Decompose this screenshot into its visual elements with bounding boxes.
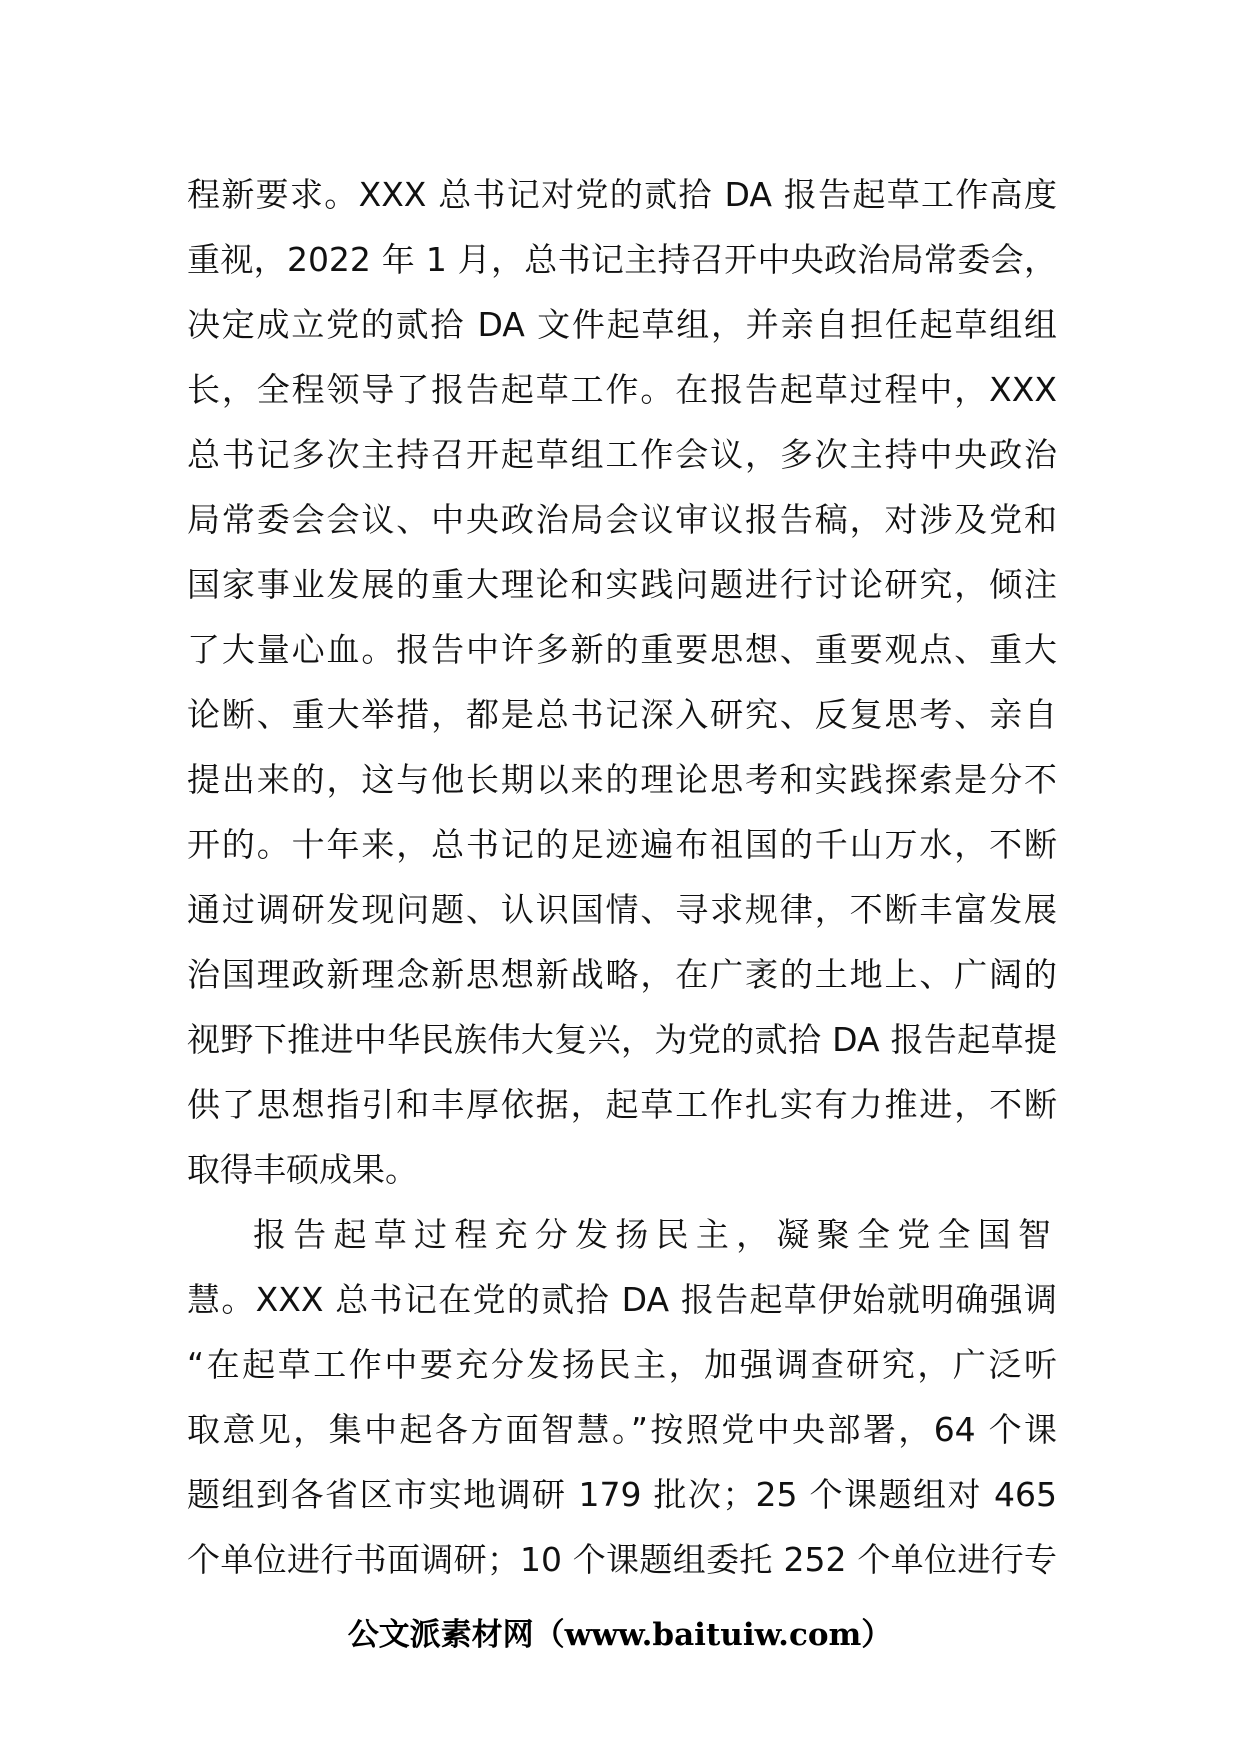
text-line: 通过调研发现问题、认识国情、寻求规律，不断丰富发展	[187, 890, 1057, 929]
text-line: 程新要求。XXX 总书记对党的贰拾 DA 报告起草工作高度	[187, 175, 1057, 214]
text-line: 视野下推进中华民族伟大复兴，为党的贰拾 DA 报告起草提	[187, 1020, 1057, 1059]
text-line: 了大量心血。报告中许多新的重要思想、重要观点、重大	[187, 630, 1057, 669]
text-line: 题组到各省区市实地调研 179 批次；25 个课题组对 465	[187, 1475, 1057, 1514]
text-line: 报告起草过程充分发扬民主，凝聚全党全国智	[253, 1215, 1057, 1254]
text-line: 开的。十年来，总书记的足迹遍布祖国的千山万水，不断	[187, 825, 1057, 864]
text-line: “在起草工作中要充分发扬民主，加强调查研究，广泛听	[187, 1345, 1057, 1384]
text-line: 长，全程领导了报告起草工作。在报告起草过程中，XXX	[187, 370, 1057, 409]
text-line: 取意见，集中起各方面智慧。”按照党中央部署，64 个课	[187, 1410, 1057, 1449]
text-line: 取得丰硕成果。	[187, 1150, 418, 1189]
text-line: 决定成立党的贰拾 DA 文件起草组，并亲自担任起草组组	[187, 305, 1057, 344]
footer-watermark: 公文派素材网（www.baituiw.com）	[347, 1617, 893, 1653]
text-line: 重视，2022 年 1 月，总书记主持召开中央政治局常委会，	[187, 240, 1057, 279]
document-body	[187, 162, 1057, 1592]
text-line: 局常委会会议、中央政治局会议审议报告稿，对涉及党和	[187, 500, 1057, 539]
text-line: 提出来的，这与他长期以来的理论思考和实践探索是分不	[187, 760, 1057, 799]
paragraph-2	[187, 1202, 1057, 1592]
text-line: 国家事业发展的重大理论和实践问题进行讨论研究，倾注	[187, 565, 1057, 604]
text-line: 供了思想指引和丰厚依据，起草工作扎实有力推进，不断	[187, 1085, 1057, 1124]
paragraph-1	[187, 162, 1057, 1202]
text-line: 个单位进行书面调研；10 个课题组委托 252 个单位进行专	[187, 1540, 1057, 1579]
text-line: 论断、重大举措，都是总书记深入研究、反复思考、亲自	[187, 695, 1057, 734]
text-line: 慧。XXX 总书记在党的贰拾 DA 报告起草伊始就明确强调	[187, 1280, 1057, 1319]
text-line: 总书记多次主持召开起草组工作会议，多次主持中央政治	[187, 435, 1057, 474]
text-line: 治国理政新理念新思想新战略，在广袤的土地上、广阔的	[187, 955, 1057, 994]
